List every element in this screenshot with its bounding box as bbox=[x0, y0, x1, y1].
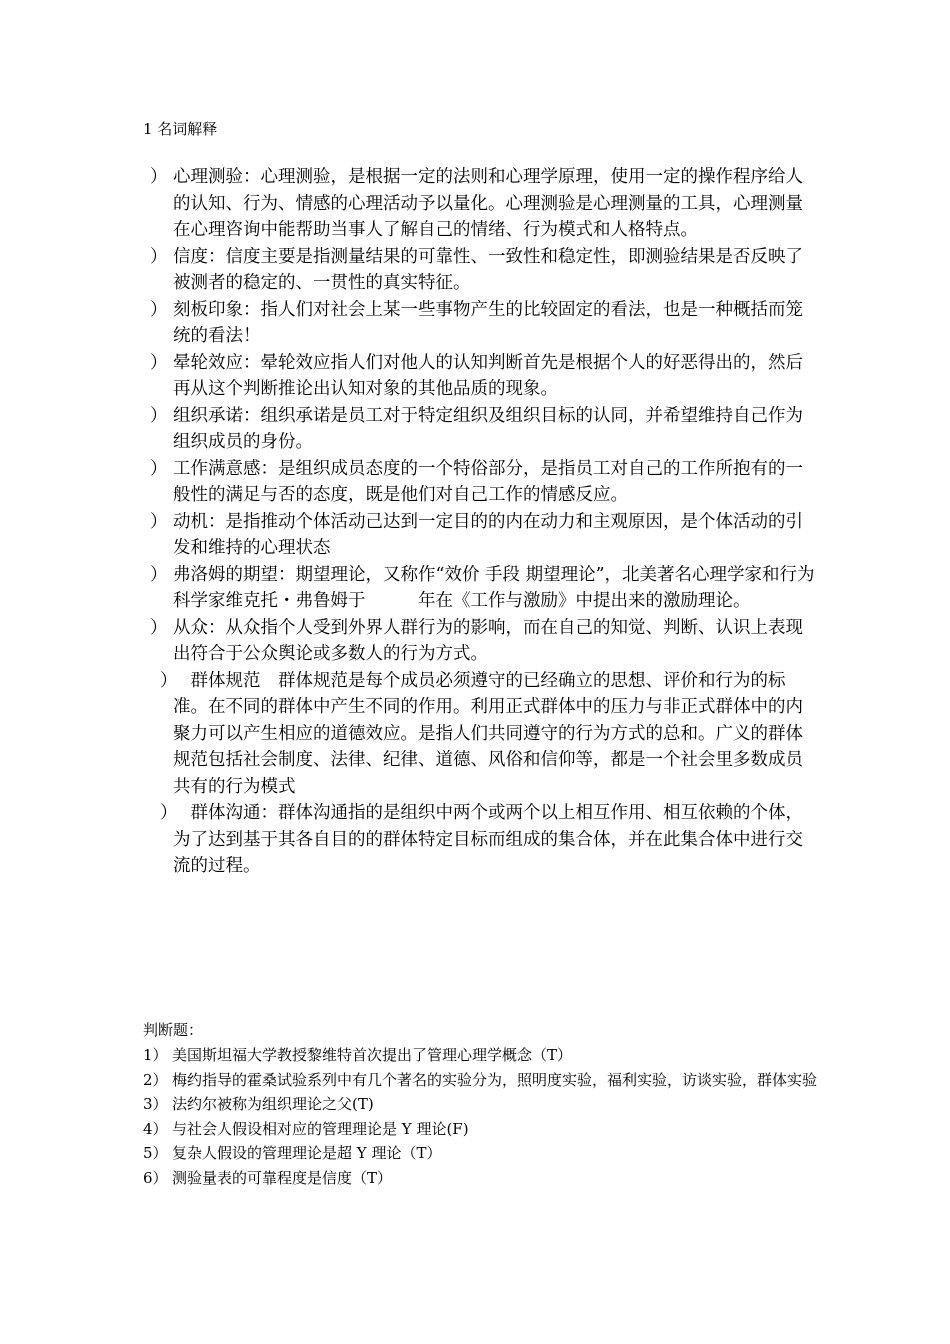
list-marker: ） bbox=[150, 511, 168, 532]
definition-text: 动机：是指推动个体活动己达到一定目的的内在动力和主观原因，是个体活动的引发和维持的心理状态 bbox=[173, 511, 803, 558]
judgement-text: 梅约指导的霍桑试验系列中有几个著名的实验分为，照明度实验，福利实验，访谈实验，群体实验 bbox=[172, 1070, 818, 1089]
definition-text: 群体沟通：群体沟通指的是组织中两个或两个以上相互作用、相互依赖的个体，为了达到基于其各自目的的群体特定目标而组成的集合体，并在此集合体中进行交流的过程。 bbox=[173, 803, 803, 876]
judgement-item bbox=[0, 1068, 822, 1093]
judgement-text: 美国斯坦福大学教授黎维特首次提出了管理心理学概念（T） bbox=[172, 1046, 573, 1064]
definition-text: 群体规范 群体规范是每个成员必须遵守的已经确立的思想、评价和行为的标准。在不同的群体中产生不同的作用。利用正式群体中的压力与非正式群体中的内聚力可以产生相应的道德效应。是指人们共同遵守的行为方式的总和。广义的群体规范包括社会制度、法律、纪律、道德、风俗和信仰等，都是一个社会里多数成员共有的行为模式 bbox=[173, 670, 803, 797]
judgement-number: 2） bbox=[143, 1070, 168, 1089]
list-marker: ） bbox=[160, 803, 178, 823]
judgement-number: 3） bbox=[143, 1095, 168, 1113]
list-marker: ） bbox=[150, 458, 168, 479]
judgement-item bbox=[0, 1117, 822, 1142]
definition-text: 心理测验：心理测验，是根据一定的法则和心理学原理，使用一定的操作程序给人的认知、行为、情感的心理活动予以量化。心理测验是心理测量的工具，心理测量在心理咨询中能帮助当事人了解自己的情绪、行为模式和人格特点。 bbox=[173, 167, 803, 240]
definition-item bbox=[0, 509, 818, 562]
judgement-text: 复杂人假设的管理理论是超 Y 理论（T） bbox=[172, 1144, 442, 1162]
section-title: 1 名词解释 bbox=[143, 120, 218, 138]
definition-item bbox=[0, 562, 818, 615]
judgement-number: 4） bbox=[143, 1119, 168, 1138]
list-marker: ） bbox=[150, 246, 168, 267]
definition-text: 弗洛姆的期望：期望理论，又称作“效价 手段 期望理论”，北美著名心理学家和行为科学家维克托・弗鲁姆于 年在《工作与激励》中提出来的激励理论。 bbox=[173, 564, 815, 611]
judgement-number: 6） bbox=[143, 1168, 168, 1187]
definition-item bbox=[0, 297, 818, 350]
definition-item bbox=[0, 456, 818, 509]
definition-item bbox=[0, 800, 818, 880]
list-marker: ） bbox=[150, 564, 168, 585]
definition-text: 工作满意感：是组织成员态度的一个特俗部分，是指员工对自己的工作所抱有的一般性的满足与否的态度，既是他们对自己工作的情感反应。 bbox=[173, 458, 803, 505]
definitions-list bbox=[0, 164, 950, 880]
list-marker: ） bbox=[150, 352, 168, 373]
judgement-title: 判断题： bbox=[143, 1021, 204, 1039]
judgement-number: 5） bbox=[143, 1144, 168, 1162]
list-marker: ） bbox=[150, 299, 168, 320]
definition-text: 组织承诺：组织承诺是员工对于特定组织及组织目标的认同，并希望维持自己作为组织成员的身份。 bbox=[173, 405, 803, 452]
judgement-item bbox=[0, 1043, 822, 1068]
list-marker: ） bbox=[160, 670, 178, 691]
definition-text: 晕轮效应：晕轮效应指人们对他人的认知判断首先是根据个人的好恶得出的，然后再从这个判断推论出认知对象的其他品质的现象。 bbox=[173, 352, 803, 399]
definition-item bbox=[0, 244, 818, 297]
definition-item bbox=[0, 668, 818, 801]
definition-text: 刻板印象：指人们对社会上某一些事物产生的比较固定的看法，也是一种概括而笼统的看法！ bbox=[173, 299, 803, 346]
list-marker: ） bbox=[150, 617, 168, 638]
definition-item bbox=[0, 164, 818, 244]
definition-text: 从众：从众指个人受到外界人群行为的影响，而在自己的知觉、判断、认识上表现出符合于公众舆论或多数人的行为方式。 bbox=[173, 617, 803, 664]
judgement-item bbox=[0, 1141, 822, 1166]
judgement-item bbox=[0, 1092, 822, 1117]
definition-item bbox=[0, 403, 818, 456]
judgement-text: 与社会人假设相对应的管理理论是 Y 理论(F) bbox=[172, 1119, 469, 1138]
list-marker: ） bbox=[150, 167, 168, 187]
list-marker: ） bbox=[150, 405, 168, 426]
judgement-text: 测验量表的可靠程度是信度（T） bbox=[172, 1168, 393, 1187]
judgement-item bbox=[0, 1166, 822, 1191]
definition-item bbox=[0, 615, 818, 668]
judgement-number: 1） bbox=[143, 1046, 168, 1064]
judgements-list bbox=[0, 1043, 950, 1190]
judgement-text: 法约尔被称为组织理论之父(T) bbox=[172, 1095, 374, 1113]
definition-text: 信度：信度主要是指测量结果的可靠性、一致性和稳定性，即测验结果是否反映了被测者的稳定的、一贯性的真实特征。 bbox=[173, 246, 803, 293]
definition-item bbox=[0, 350, 818, 403]
